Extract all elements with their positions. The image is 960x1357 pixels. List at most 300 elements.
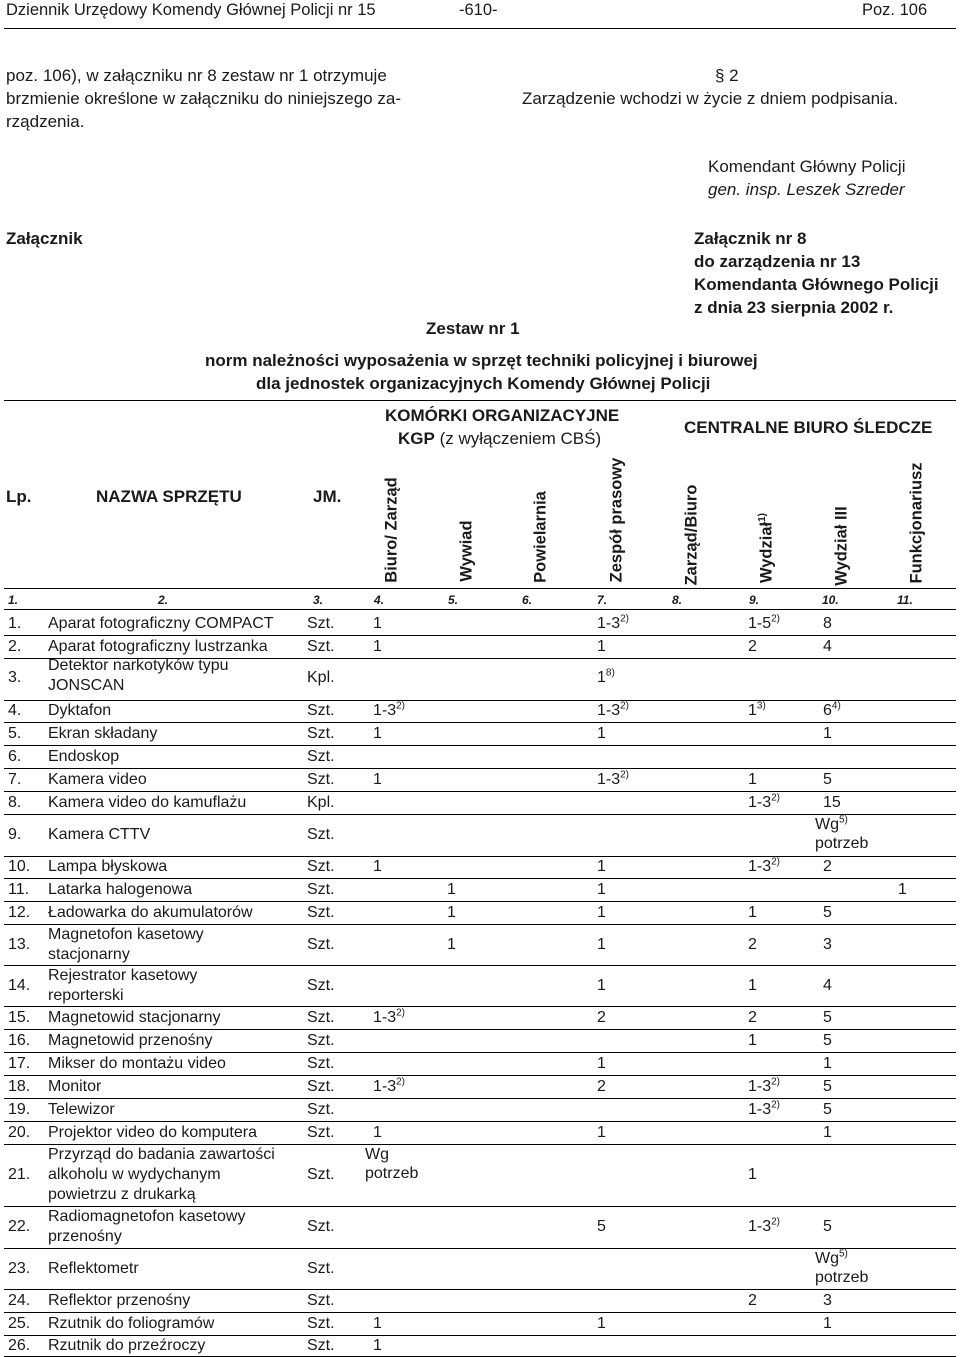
cell-value-text: 1	[373, 770, 382, 788]
row-number: 8.	[8, 793, 22, 811]
column-number: 7.	[597, 593, 608, 607]
cell-value	[597, 615, 629, 633]
cell-value-text: 1	[898, 880, 907, 898]
cell-value-text: 5	[823, 1008, 832, 1026]
row-number: 26.	[8, 1336, 31, 1354]
cell-value-text: 1	[373, 724, 382, 742]
cell-value	[597, 936, 606, 954]
item-name: Rejestrator kasetowy	[48, 967, 198, 984]
item-unit: Szt.	[307, 858, 335, 875]
cell-value-text: 1-3	[748, 1077, 772, 1095]
cell-value	[748, 1009, 757, 1027]
intro-line-3: rządzenia.	[6, 112, 85, 131]
column-number: 6.	[522, 593, 533, 607]
footnote-ref: 2)	[620, 700, 630, 712]
cell-value	[823, 1101, 832, 1119]
col-wydzial-footnote: 1)	[757, 512, 768, 522]
cell-value-text: 1	[748, 1031, 757, 1049]
cell-value	[748, 794, 780, 812]
footnote-ref: 8)	[605, 667, 615, 679]
cell-value	[597, 881, 606, 899]
item-unit: Szt.	[307, 1123, 335, 1141]
cell-value	[373, 615, 382, 633]
item-name: przenośny	[48, 1228, 122, 1245]
intro-line-2: brzmienie określone w załączniku do niniejszego za-	[6, 89, 401, 108]
row-divider	[4, 1052, 956, 1053]
cell-value-text: 1	[447, 903, 456, 921]
footnote-ref: 2)	[620, 613, 630, 625]
cell-value	[373, 1009, 405, 1027]
cell-value	[823, 1218, 832, 1236]
cell-value-text: Wg	[365, 1146, 389, 1163]
cell-value	[823, 794, 841, 812]
row-divider	[4, 878, 956, 879]
column-number: 9.	[749, 593, 760, 607]
journal-title: Dziennik Urzędowy Komendy Głównej Policji nr 15	[6, 1, 376, 19]
cell-value-text: 1	[597, 880, 606, 898]
cell-value-line2: potrzeb	[815, 1269, 869, 1286]
footnote-ref: 3)	[756, 700, 766, 712]
row-number: 16.	[8, 1031, 31, 1049]
cell-value-text: 2	[597, 1008, 606, 1026]
footnote-ref: 5)	[839, 814, 848, 826]
cell-value-text: 8	[823, 614, 832, 632]
column-number: 4.	[374, 593, 385, 607]
cell-value-text: Wg	[815, 816, 839, 833]
cell-value	[597, 1124, 606, 1142]
row-number: 7.	[8, 770, 22, 788]
cell-value-text: 1	[823, 1123, 832, 1141]
item-name: Latarka halogenowa	[48, 880, 193, 898]
annex-label: Załącznik	[6, 229, 83, 248]
cell-value	[597, 638, 606, 656]
cell-value	[597, 977, 606, 995]
item-unit: Szt.	[307, 935, 335, 953]
item-unit: Szt.	[307, 1054, 335, 1072]
row-divider	[4, 1248, 956, 1249]
item-name: Mikser do montażu video	[48, 1054, 226, 1072]
cell-value	[373, 702, 405, 720]
item-name: Kamera video do kamuflażu	[48, 793, 247, 811]
cell-value-text: 1-3	[373, 702, 397, 719]
cell-value-text: 1	[823, 724, 832, 742]
cell-value	[447, 936, 456, 954]
item-name: Aparat fotograficzny COMPACT	[48, 614, 274, 632]
cell-value	[823, 936, 832, 954]
cell-value	[748, 1032, 757, 1050]
cell-value-text: 1	[597, 1054, 606, 1072]
item-unit: Szt.	[307, 1218, 335, 1235]
column-number: 2.	[158, 593, 169, 607]
footnote-ref: 2)	[771, 613, 781, 625]
item-name: Projektor video do komputera	[48, 1123, 257, 1141]
cell-value-text: 6	[823, 702, 832, 719]
header-rule	[4, 28, 956, 29]
col-wydzial-iii: Wydział III	[832, 506, 851, 586]
cell-value-text: 1	[597, 1123, 606, 1141]
table-top-rule	[4, 400, 956, 401]
cell-value	[373, 725, 382, 743]
cell-value	[898, 881, 907, 899]
cell-value	[823, 1009, 832, 1027]
column-number: 3.	[313, 593, 324, 607]
row-divider	[4, 791, 956, 792]
row-number: 23.	[8, 1259, 31, 1277]
row-number: 25.	[8, 1314, 31, 1332]
cell-value-text: 1-3	[373, 1077, 397, 1095]
row-divider	[4, 924, 956, 925]
row-divider	[4, 745, 956, 746]
cell-value	[597, 1315, 606, 1333]
intro-line-1: poz. 106), w załączniku nr 8 zestaw nr 1 otrzymuje	[6, 66, 387, 85]
col-wydzial-label: Wydział	[757, 521, 776, 584]
section-text: Zarządzenie wchodzi w życie z dniem podpisania.	[522, 89, 899, 108]
item-unit: Szt.	[307, 747, 335, 765]
cell-value-text: 1	[823, 1314, 832, 1332]
row-divider	[4, 1144, 956, 1145]
cell-value-text: 1	[373, 1314, 382, 1332]
cell-value-text: 5	[597, 1218, 606, 1235]
row-divider	[4, 1121, 956, 1122]
item-unit: Szt.	[307, 1259, 335, 1277]
row-divider	[4, 1312, 956, 1313]
cell-value	[748, 1078, 780, 1096]
cell-value-text: 4	[823, 976, 832, 994]
cell-value-text: 1	[597, 976, 606, 994]
item-unit: Szt.	[307, 1291, 335, 1309]
cell-value-text: 2	[597, 1077, 606, 1095]
table-header-rule	[4, 588, 956, 589]
group-kgp-line1: KOMÓRKI ORGANIZACYJNE	[385, 406, 620, 425]
cell-value-line2: potrzeb	[365, 1165, 419, 1182]
cell-value	[748, 936, 757, 954]
item-name: Kamera video	[48, 770, 147, 788]
item-unit: Szt.	[307, 1008, 335, 1026]
col-wywiad: Wywiad	[457, 520, 476, 582]
row-divider	[4, 1289, 956, 1290]
cell-value	[748, 977, 757, 995]
row-divider	[4, 1098, 956, 1099]
item-name: reporterski	[48, 987, 124, 1004]
cell-value-text: 1-3	[748, 793, 772, 811]
cell-value-text: 1-3	[597, 614, 621, 632]
cell-value-text: 1	[447, 880, 456, 898]
item-name: Przyrząd do badania zawartości	[48, 1146, 275, 1163]
cell-value	[365, 1146, 389, 1164]
cell-value	[373, 771, 382, 789]
row-divider	[4, 700, 956, 701]
cell-value	[597, 1078, 606, 1096]
section-mark: § 2	[715, 66, 739, 85]
item-unit: Szt.	[307, 1314, 335, 1332]
cell-value-text: 1	[748, 903, 757, 921]
cell-value	[748, 1166, 757, 1184]
cell-value-text: 1	[373, 1123, 382, 1141]
item-name: Radiomagnetofon kasetowy	[48, 1208, 246, 1225]
row-number: 12.	[8, 903, 31, 921]
col-wydzial	[758, 513, 777, 583]
cell-value	[823, 1032, 832, 1050]
item-unit: Szt.	[307, 826, 335, 843]
row-number: 11.	[8, 880, 30, 898]
cell-value-text: 1	[597, 858, 606, 875]
row-number: 1.	[8, 614, 22, 632]
column-number: 10.	[822, 593, 839, 607]
row-number: 18.	[8, 1077, 31, 1095]
row-number: 22.	[8, 1218, 31, 1235]
annex-ref-3: Komendanta Głównego Policji	[694, 275, 939, 294]
cell-value	[748, 702, 766, 720]
item-unit: Szt.	[307, 1166, 335, 1183]
footnote-ref: 2)	[771, 1076, 781, 1088]
set-desc-2: dla jednostek organizacyjnych Komendy Głównej Policji	[256, 374, 711, 393]
cell-value-text: 4	[823, 637, 832, 655]
item-name: powietrzu z drukarką	[48, 1186, 196, 1203]
footnote-ref: 2)	[771, 1216, 781, 1228]
cell-value-text: 1-3	[748, 1100, 772, 1118]
item-name: Reflektor przenośny	[48, 1291, 191, 1309]
annex-ref-1: Załącznik nr 8	[694, 229, 807, 248]
footnote-ref: 2)	[620, 769, 630, 781]
item-name: Ładowarka do akumulatorów	[48, 903, 253, 921]
cell-value-text: 1	[748, 976, 757, 994]
item-name: Endoskop	[48, 747, 120, 765]
item-name: Magnetowid stacjonarny	[48, 1008, 221, 1026]
row-number: 14.	[8, 976, 31, 994]
cell-value-text: 1-3	[597, 770, 621, 788]
col-funkcjonariusz: Funkcjonariusz	[907, 462, 926, 584]
cell-value-text: 2	[823, 858, 832, 875]
item-name: Lampa błyskowa	[48, 858, 168, 875]
cell-value	[823, 725, 832, 743]
row-divider	[4, 856, 956, 857]
item-unit: Szt.	[307, 1077, 335, 1095]
cell-value-text: 1-3	[373, 1008, 397, 1026]
col-lp: Lp.	[6, 487, 32, 506]
cell-value	[597, 725, 606, 743]
cell-value-text: 15	[823, 793, 841, 811]
item-unit: Szt.	[307, 976, 335, 994]
cell-value-text: 1-5	[748, 614, 772, 632]
row-number: 13.	[8, 935, 31, 953]
row-number: 4.	[8, 702, 22, 719]
cell-value	[748, 771, 757, 789]
cell-value-line2: potrzeb	[815, 835, 869, 852]
cell-value-text: 1	[373, 1336, 382, 1354]
col-unit: JM.	[313, 487, 342, 506]
item-unit: Szt.	[307, 1100, 335, 1118]
cell-value-text: 1	[373, 858, 382, 875]
item-name: Ekran składany	[48, 724, 158, 742]
cell-value-text: 1	[373, 637, 382, 655]
cell-value	[597, 904, 606, 922]
col-zespol-prasowy: Zespół prasowy	[607, 457, 626, 583]
cell-value-text: 1	[597, 903, 606, 921]
row-number: 5.	[8, 724, 22, 742]
group-kgp-note: (z wyłączeniem CBŚ)	[434, 429, 602, 448]
cell-value-text: 1	[597, 724, 606, 742]
cell-value	[823, 1078, 832, 1096]
cell-value	[748, 1218, 780, 1236]
cell-value	[748, 904, 757, 922]
signature-title: Komendant Główny Policji	[708, 157, 906, 176]
cell-value	[748, 1292, 757, 1310]
footnote-ref: 5)	[839, 1248, 848, 1260]
item-name: Rzutnik do foliogramów	[48, 1314, 215, 1332]
cell-value	[748, 615, 780, 633]
group-kgp-line2	[398, 429, 601, 449]
column-number: 11.	[897, 593, 913, 607]
cell-value-text: 5	[823, 903, 832, 921]
cell-value	[823, 1292, 832, 1310]
cell-value-text: 5	[823, 1077, 832, 1095]
row-number: 21.	[8, 1166, 31, 1183]
cell-value-text: 5	[823, 1218, 832, 1235]
cell-value	[823, 858, 832, 876]
cell-value-text: 1	[748, 1166, 757, 1183]
row-divider	[4, 635, 956, 636]
column-number-rule	[4, 609, 956, 610]
column-number: 8.	[672, 593, 683, 607]
cell-value-text: 1	[447, 935, 456, 953]
column-number: 5.	[448, 593, 459, 607]
group-kgp-abbr: KGP	[398, 429, 435, 448]
cell-value-text: 5	[823, 770, 832, 788]
cell-value-text: 1	[748, 770, 757, 788]
item-name: Monitor	[48, 1077, 102, 1095]
row-divider	[4, 768, 956, 769]
row-number: 15.	[8, 1008, 31, 1026]
cell-value	[823, 615, 832, 633]
cell-value	[373, 638, 382, 656]
cell-value	[597, 1218, 606, 1236]
item-name: Magnetofon kasetowy	[48, 926, 204, 943]
col-zarzad-biuro: Zarząd/Biuro	[682, 484, 701, 586]
row-number: 3.	[8, 668, 22, 686]
item-name: Aparat fotograficzny lustrzanka	[48, 637, 268, 655]
row-divider	[4, 901, 956, 902]
row-number: 17.	[8, 1054, 31, 1072]
position-number: Poz. 106	[862, 1, 928, 19]
footnote-ref: 4)	[831, 700, 841, 712]
row-divider	[4, 1206, 956, 1207]
item-unit: Szt.	[307, 880, 335, 898]
cell-value-text: 1-3	[597, 702, 621, 719]
col-name: NAZWA SPRZĘTU	[96, 487, 242, 506]
cell-value-text: 1	[597, 637, 606, 655]
cell-value-text: 2	[748, 1008, 757, 1026]
set-desc-1: norm należności wyposażenia w sprzęt techniki policyjnej i biurowej	[205, 351, 758, 370]
cell-value-text: 1-3	[748, 1218, 772, 1235]
item-unit: Szt.	[307, 1336, 335, 1354]
cell-value	[373, 858, 382, 876]
row-divider	[4, 1006, 956, 1007]
cell-value	[815, 816, 848, 834]
col-biuro-zarzad: Biuro/ Zarząd	[382, 477, 401, 583]
cell-value	[597, 1009, 606, 1027]
row-divider	[4, 722, 956, 723]
item-name: Detektor narkotyków typu	[48, 657, 229, 674]
footnote-ref: 2)	[771, 792, 781, 804]
cell-value-text: 1	[597, 668, 606, 686]
cell-value	[823, 904, 832, 922]
cell-value-text: Wg	[815, 1250, 839, 1267]
footnote-ref: 2)	[396, 1076, 406, 1088]
cell-value-text: 3	[823, 1291, 832, 1309]
footnote-ref: 2)	[771, 856, 781, 868]
cell-value	[373, 1078, 405, 1096]
cell-value	[823, 1315, 832, 1333]
item-name: Magnetowid przenośny	[48, 1031, 213, 1049]
cell-value-text: 2	[748, 1291, 757, 1309]
cell-value	[597, 702, 629, 720]
item-name: Rzutnik do przeźroczy	[48, 1336, 206, 1354]
annex-ref-2: do zarządzenia nr 13	[694, 252, 861, 271]
row-number: 24.	[8, 1291, 31, 1309]
item-name: Dyktafon	[48, 702, 112, 719]
cell-value-text: 5	[823, 1031, 832, 1049]
item-unit: Szt.	[307, 637, 335, 655]
cell-value-text: 1	[597, 1314, 606, 1332]
row-number: 19.	[8, 1100, 31, 1118]
cell-value	[373, 1337, 382, 1355]
cell-value	[373, 1124, 382, 1142]
cell-value	[823, 977, 832, 995]
cell-value	[597, 858, 606, 876]
footnote-ref: 2)	[396, 700, 406, 712]
signature-name: gen. insp. Leszek Szreder	[708, 180, 905, 199]
row-divider	[4, 1075, 956, 1076]
cell-value-text: 1	[373, 614, 382, 632]
footnote-ref: 2)	[396, 1007, 406, 1019]
item-unit: Szt.	[307, 1031, 335, 1049]
cell-value	[815, 1250, 848, 1268]
cell-value	[373, 1315, 382, 1333]
item-name: Telewizor	[48, 1100, 115, 1118]
item-unit: Kpl.	[307, 793, 335, 811]
cell-value-text: 1	[597, 935, 606, 953]
footnote-ref: 2)	[771, 1099, 781, 1111]
item-unit: Szt.	[307, 614, 335, 632]
cell-value	[748, 1101, 780, 1119]
col-powielarnia: Powielarnia	[531, 491, 550, 583]
page-number: -610-	[459, 1, 498, 19]
cell-value-text: 1	[823, 1054, 832, 1072]
item-name: stacjonarny	[48, 946, 130, 963]
cell-value	[597, 669, 615, 687]
item-unit: Szt.	[307, 770, 335, 788]
cell-value	[597, 771, 629, 789]
row-number: 6.	[8, 747, 22, 765]
set-title: Zestaw nr 1	[426, 319, 520, 338]
cell-value	[823, 702, 841, 720]
annex-ref-4: z dnia 23 sierpnia 2002 r.	[694, 298, 894, 317]
row-divider	[4, 1029, 956, 1030]
row-number: 9.	[8, 826, 22, 843]
cell-value	[823, 1055, 832, 1073]
row-divider	[4, 814, 956, 815]
cell-value-text: 1	[748, 702, 757, 719]
cell-value	[823, 638, 832, 656]
item-name: alkoholu w wydychanym	[48, 1166, 221, 1183]
item-unit: Kpl.	[307, 668, 335, 686]
item-unit: Szt.	[307, 903, 335, 921]
column-number: 1.	[8, 593, 19, 607]
item-unit: Szt.	[307, 724, 335, 742]
cell-value-text: 1-3	[748, 858, 772, 875]
item-unit: Szt.	[307, 702, 335, 719]
cell-value-text: 2	[748, 637, 757, 655]
